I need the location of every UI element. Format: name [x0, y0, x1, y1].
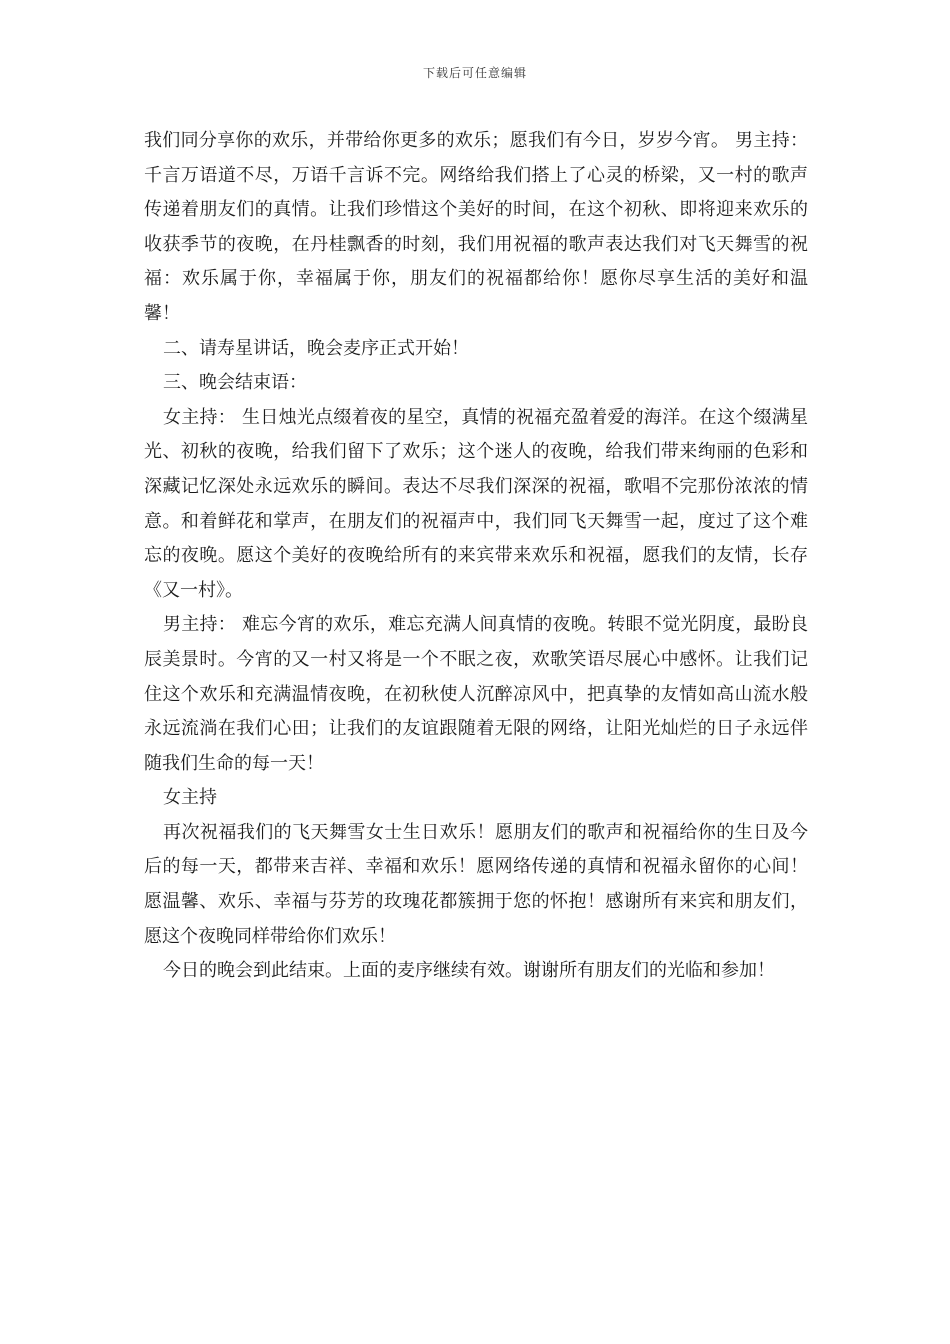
- paragraph-female-host: 女主持： 生日烛光点缀着夜的星空，真情的祝福充盈着爱的海洋。在这个缀满星光、初秋的夜晚，给我们留下了欢乐；这个迷人的夜晚，给我们带来绚丽的色彩和深藏记忆深处永远欢乐的瞬间。表达不尽我们深深的祝福，歌唱不完那份浓浓的情意。和着鲜花和掌声，在朋友们的祝福声中，我们同飞天舞雪一起，度过了这个难忘的夜晚。愿这个美好的夜晚给所有的来宾带来欢乐和祝福，愿我们的友情，长存《又一村》。: [144, 406, 808, 601]
- page-header: 下载后可任意编辑: [422, 66, 527, 80]
- document-body: [144, 124, 808, 989]
- paragraph-section-two: 二、请寿星讲话，晚会麦序正式开始！: [163, 337, 469, 359]
- paragraph-closing: 今日的晚会到此结束。上面的麦序继续有效。谢谢所有朋友们的光临和参加！: [163, 960, 775, 982]
- paragraph-opening: 我们同分享你的欢乐，并带给你更多的欢乐；愿我们有今日，岁岁今宵。 男主持： 千言万语道不尽，万语千言诉不完。网络给我们搭上了心灵的桥梁，又一村的歌声传递着朋友们的真情。让我们珍惜这个美好的时间，在这个初秋、即将迎来欢乐的收获季节的夜晚，在丹桂飘香的时刻，我们用祝福的歌声表达我们对飞天舞雪的祝福：欢乐属于你，幸福属于你，朋友们的祝福都给你！愿你尽享生活的美好和温馨！: [144, 130, 808, 324]
- paragraph-male-host: 男主持： 难忘今宵的欢乐，难忘充满人间真情的夜晚。转眼不觉光阴度，最盼良辰美景时。今宵的又一村又将是一个不眠之夜，欢歌笑语尽展心中感怀。让我们记住这个欢乐和充满温情夜晚，在初秋使人沉醉凉风中，把真挚的友情如高山流水般永远流淌在我们心田；让我们的友谊跟随着无限的网络，让阳光灿烂的日子永远伴随我们生命的每一天！: [144, 614, 808, 774]
- paragraph-female-host-label: 女主持: [163, 787, 217, 809]
- paragraph-section-three: 三、晚会结束语：: [163, 372, 307, 394]
- paragraph-blessing: 再次祝福我们的飞天舞雪女士生日欢乐！愿朋友们的歌声和祝福给你的生日及今后的每一天，都带来吉祥、幸福和欢乐！愿网络传递的真情和祝福永留你的心间！愿温馨、欢乐、幸福与芬芳的玫瑰花都簇拥于您的怀抱！感谢所有来宾和朋友们，愿这个夜晚同样带给你们欢乐！: [144, 821, 808, 947]
